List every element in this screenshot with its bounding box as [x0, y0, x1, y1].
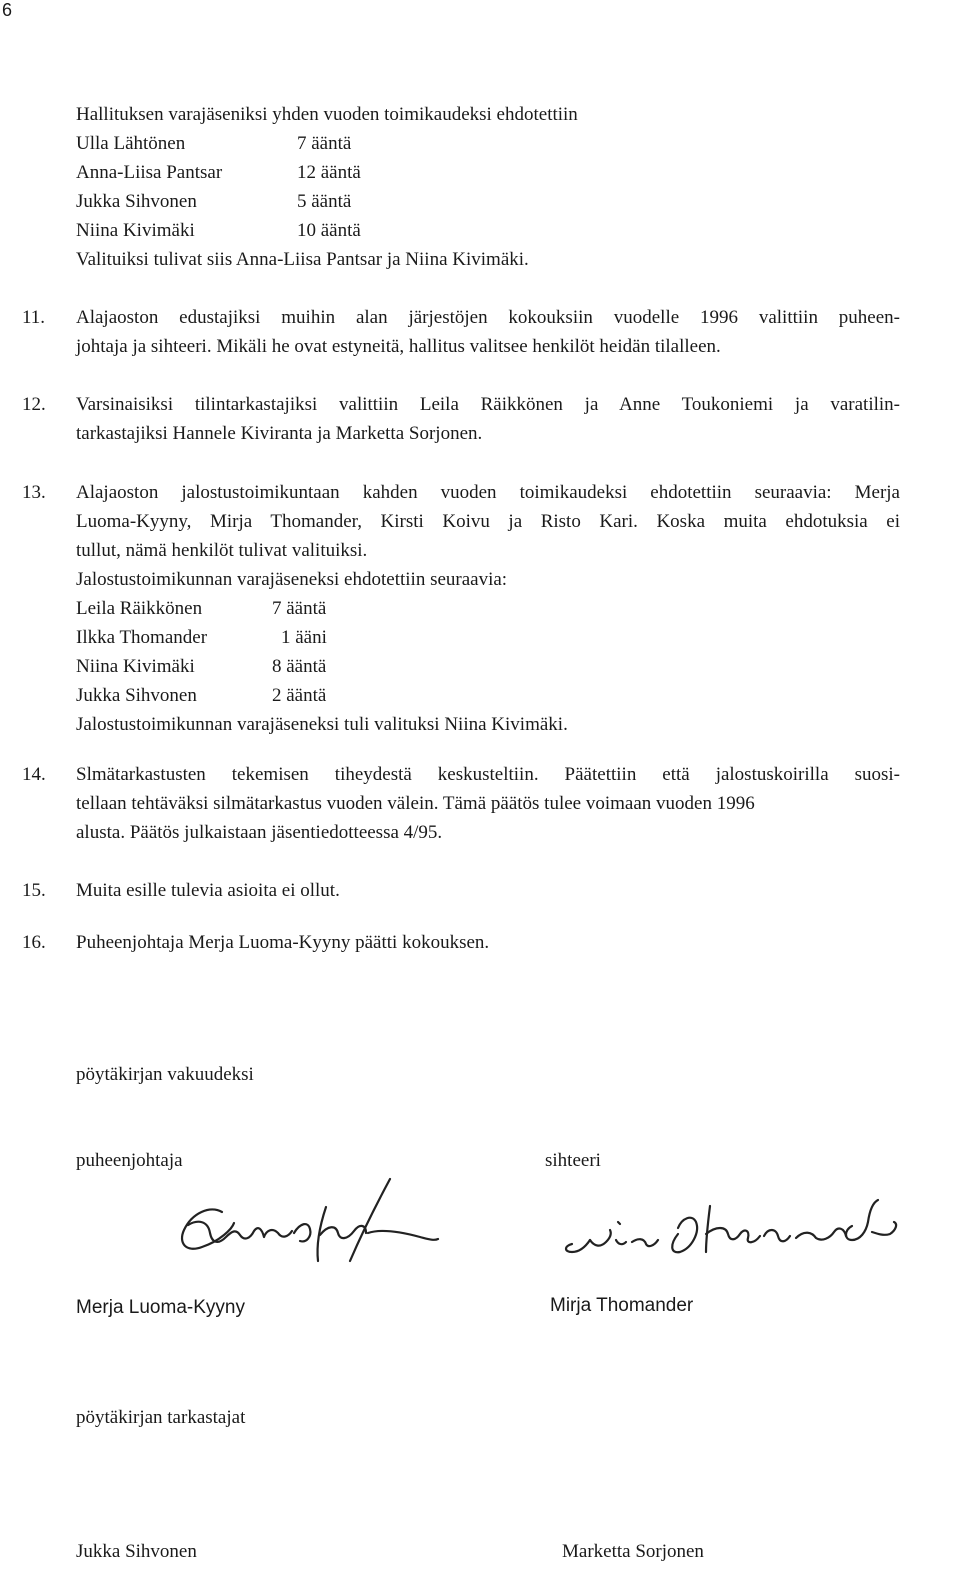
item-text-line: alusta. Päätös julkaistaan jäsentiedotteessa 4/95.: [76, 822, 443, 843]
candidate-name: Anna-Liisa Pantsar: [76, 162, 223, 183]
candidate-name: Ilkka Thomander: [76, 627, 208, 648]
candidate-votes: 7 ääntä: [272, 598, 327, 619]
breeding-deputies-result: Jalostustoimikunnan varajäseneksi tuli valituksi Niina Kivimäki.: [76, 714, 568, 735]
candidate-votes: 1 ääni: [281, 627, 327, 648]
item-number: 15.: [22, 880, 46, 901]
item-text-line: tarkastajiksi Hannele Kiviranta ja Marketta Sorjonen.: [76, 423, 483, 444]
chair-role-label: puheenjohtaja: [76, 1150, 183, 1171]
item-text-line: Puheenjohtaja Merja Luoma-Kyyny päätti kokouksen.: [76, 932, 490, 953]
item-number: 13.: [22, 482, 46, 503]
item-text-line: Slmätarkastusten tekemisen tiheydestä keskusteltiin. Päätettiin että jalostuskoirilla suosi-: [76, 764, 900, 785]
item-text-line: johtaja ja sihteeri. Mikäli he ovat estyneitä, hallitus valitsee henkilöt heidän tilalleen.: [76, 336, 721, 357]
item-text-line: Alajaoston edustajiksi muihin alan järjestöjen kokouksiin vuodelle 1996 valittiin puheen-: [76, 307, 900, 328]
candidate-name: Leila Räikkönen: [76, 598, 203, 619]
item-number: 11.: [22, 307, 46, 328]
board-deputies-intro: Hallituksen varajäseniksi yhden vuoden toimikaudeksi ehdotettiin: [76, 104, 578, 125]
chair-signature: [170, 1175, 450, 1275]
reviewers-heading: pöytäkirjan tarkastajat: [76, 1407, 246, 1428]
candidate-name: Ulla Lähtönen: [76, 133, 186, 154]
secretary-name: Mirja Thomander: [550, 1295, 694, 1316]
candidate-name: Jukka Sihvonen: [76, 685, 197, 706]
breeding-deputies-intro: Jalostustoimikunnan varajäseneksi ehdotettiin seuraavia:: [76, 569, 508, 590]
candidate-votes: 7 ääntä: [297, 133, 352, 154]
item-number: 14.: [22, 764, 46, 785]
candidate-votes: 10 ääntä: [297, 220, 361, 241]
reviewer-name-2: Marketta Sorjonen: [562, 1541, 704, 1562]
candidate-name: Niina Kivimäki: [76, 656, 195, 677]
chair-name: Merja Luoma-Kyyny: [76, 1297, 245, 1318]
page-number: 6: [2, 0, 13, 20]
candidate-votes: 2 ääntä: [272, 685, 327, 706]
item-number: 16.: [22, 932, 46, 953]
secretary-signature: [560, 1182, 910, 1262]
candidate-name: Niina Kivimäki: [76, 220, 195, 241]
item-text-line: Alajaoston jalostustoimikuntaan kahden vuoden toimikaudeksi ehdotettiin seuraavia: Merja: [76, 482, 900, 503]
item-text-line: Varsinaisiksi tilintarkastajiksi valittiin Leila Räikkönen ja Anne Toukoniemi ja varatilin-: [76, 394, 900, 415]
item-text-line: tellaan tehtäväksi silmätarkastus vuoden välein. Tämä päätös tulee voimaan vuoden 1996: [76, 793, 755, 814]
reviewer-name-1: Jukka Sihvonen: [76, 1541, 197, 1562]
certification-heading: pöytäkirjan vakuudeksi: [76, 1064, 254, 1085]
item-text-line: tullut, nämä henkilöt tulivat valituiksi.: [76, 540, 368, 561]
candidate-votes: 5 ääntä: [297, 191, 352, 212]
item-text-line: Luoma-Kyyny, Mirja Thomander, Kirsti Koivu ja Risto Kari. Koska muita ehdotuksia ei: [76, 511, 900, 532]
candidate-votes: 8 ääntä: [272, 656, 327, 677]
item-number: 12.: [22, 394, 46, 415]
candidate-votes: 12 ääntä: [297, 162, 361, 183]
item-text-line: Muita esille tulevia asioita ei ollut.: [76, 880, 340, 901]
board-deputies-result: Valituiksi tulivat siis Anna-Liisa Pantsar ja Niina Kivimäki.: [76, 249, 529, 270]
candidate-name: Jukka Sihvonen: [76, 191, 197, 212]
secretary-role-label: sihteeri: [545, 1150, 601, 1171]
